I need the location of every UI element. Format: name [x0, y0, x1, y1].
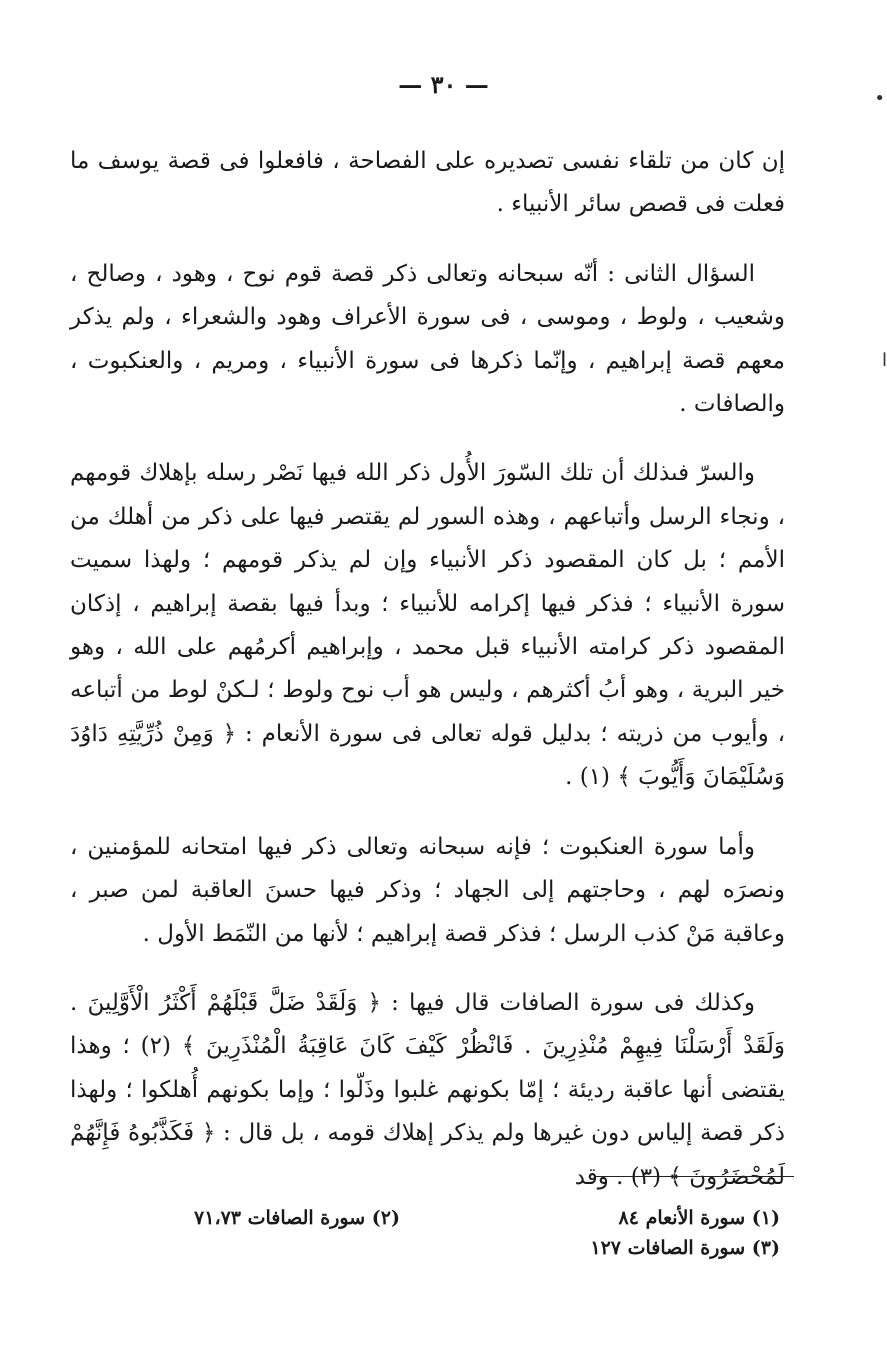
paragraph-2: السؤال الثانى : أنّه سبحانه وتعالى ذكر قصة قوم نوح ، وهود ، وصالح ، وشعيب ، ولوط ، وموسى ، فى سورة الأعراف وهود والشعراء ، ولم يذكر معهم قصة إبراهيم ، وإنّما ذكرها فى سورة الأنبياء ، ومريم ، والعنكبوت ، والصافات . [70, 260, 785, 418]
paragraph-4: وأما سورة العنكبوت ؛ فإنه سبحانه وتعالى ذكر فيها امتحانه للمؤمنين ، ونصرَه لهم ، وحاجتهم إلى الجهاد ؛ وذكر فيها حسنَ العاقبة لمن صبر ، وعاقبة مَنْ كذب الرسل ؛ فذكر قصة إبراهيم ؛ لأنها من النّمَط الأول . [70, 833, 785, 947]
paragraph-1: إن كان من تلقاء نفسى تصديره على الفصاحة ، فافعلوا فى قصة يوسف ما فعلت فى قصص سائر الأنبياء . [70, 148, 785, 218]
footnote-2: (٢) سورة الصافات ٧١،٧٣ [194, 1207, 400, 1229]
paragraph-5: وكذلك فى سورة الصافات قال فيها : ﴿ وَلَقَدْ ضَلَّ قَبْلَهُمْ أَكْثَرُ الْأَوَّلِينَ . وَلَقَدْ أَرْسَلْنَا فِيهِمْ مُنْذِرِينَ . فَانْظُرْ كَيْفَ كَانَ عَاقِبَةُ الْمُنْذَرِينَ ﴾ (٢) ؛ وهذا يقتضى أنها عاقبة رديئة ؛ إمّا بكونهم غلبوا وذَلّوا ؛ وإما بكونهم أُهلكوا ؛ ولهذا ذكر قصة إلياس دون غيرها ولم يذكر إهلاك قومه ، بل قال : ﴿ فَكَذَّبُوهُ فَإِنَّهُمْ لَمُحْضَرُونَ ﴾ (٣) . وقد [70, 989, 785, 1190]
body-text [70, 140, 785, 1225]
footnote-3: (٣) سورة الصافات ١٢٧ [590, 1237, 780, 1259]
footnote-separator [594, 1176, 794, 1177]
edge-mark-top: • [874, 88, 885, 109]
edge-mark-mid: ا [881, 350, 887, 371]
paragraph-3: والسرّ فىذلك أن تلك السّورَ الأُول ذكر الله فيها نَصْر رسله بإهلاك قومهم ، ونجاء الرسل وأتباعهم ، وهذه السور لم يقتصر فيها على ذكر من أهلك من الأمم ؛ بل كان المقصود ذكر الأنبياء وإن لم يذكر قومهم ؛ ولهذا سميت سورة الأنبياء ؛ فذكر فيها إكرامه للأنبياء ؛ وبدأ فيها بقصة إبراهيم ، إذكان المقصود ذكر كرامته الأنبياء قبل محمد ، وإبراهيم أكرمُهم على الله ، وهو خير البرية ، وهو أبُ أكثرهم ، وليس هو أب نوح ولوط ؛ لـكنْ لوط من أتباعه ، وأيوب من ذريته ؛ بدليل قوله تعالى فى سورة الأنعام : ﴿ وَمِنْ ذُرِّيَّتِهِ دَاوُدَ وَسُلَيْمَانَ وَأَيُّوبَ ﴾ (١) . [70, 460, 785, 791]
footnote-1: (١) سورة الأنعام ٨٤ [618, 1207, 780, 1229]
page-number: — ٣٠ — [398, 70, 489, 99]
